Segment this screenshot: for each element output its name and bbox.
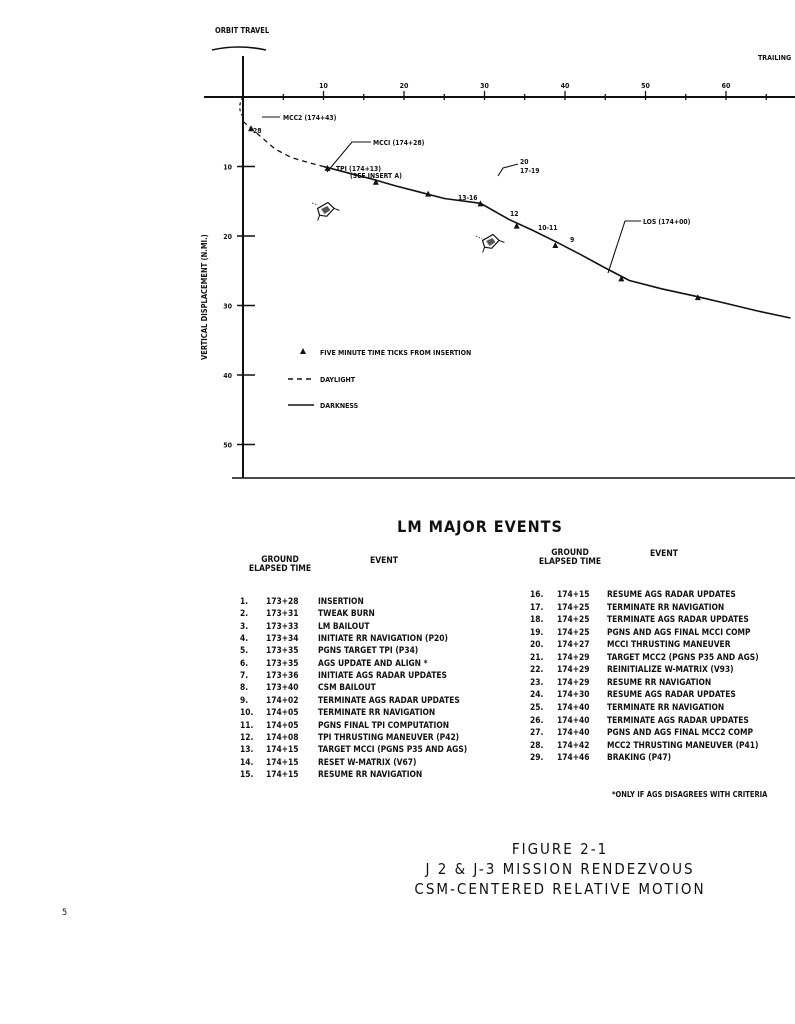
y-tick-label: 20 [223, 233, 232, 241]
event-row [240, 595, 520, 607]
event-time: 173+33 [266, 620, 299, 631]
event-row [240, 731, 520, 743]
event-num: 10. [240, 707, 254, 718]
event-num: 18. [530, 614, 544, 625]
event-event: RESET W-MATRIX (V67) [318, 756, 417, 767]
x-tick-label: 60 [721, 82, 731, 90]
event-time: 173+31 [266, 608, 299, 619]
chart-annotations [253, 114, 691, 273]
event-row [240, 657, 520, 669]
event-num: 20. [530, 639, 544, 650]
vehicle-leg [334, 207, 339, 212]
tpi-annotation: 20 [520, 158, 529, 166]
event-row [530, 613, 795, 625]
event-num: 29. [530, 752, 544, 763]
event-num: 15. [240, 768, 254, 779]
event-num: 8. [240, 682, 249, 693]
vehicle-leg [481, 247, 486, 252]
event-time: 174+42 [557, 739, 590, 750]
event-time: 173+36 [266, 670, 299, 681]
event-num: 27. [530, 727, 544, 738]
event-num: 14. [240, 756, 254, 767]
event-time: 174+25 [557, 614, 590, 625]
x-tick-label: 30 [480, 82, 489, 90]
event-time: 173+35 [266, 657, 299, 668]
mcc2-annotation: MCC2 (174+43) [283, 114, 337, 122]
event-num: 5. [240, 645, 249, 656]
event-time: 174+15 [266, 744, 299, 755]
event-time: 174+05 [266, 719, 299, 730]
event-num: 3. [240, 620, 249, 631]
event-time: 173+40 [266, 682, 299, 693]
event-row [530, 626, 795, 638]
event-row [530, 601, 795, 613]
event-row [240, 681, 520, 693]
event-row [240, 607, 520, 619]
legend-label-time-ticks: FIVE MINUTE TIME TICKS FROM INSERTION [320, 349, 472, 357]
event-row [240, 756, 520, 768]
event-row [530, 651, 795, 663]
tpi-insert-note: 17-19 [520, 167, 540, 175]
event-time: 174+29 [557, 651, 590, 662]
event-num: 19. [530, 626, 544, 637]
event-row [240, 706, 520, 718]
event-num: 28. [530, 739, 544, 750]
event-event: LM BAILOUT [318, 620, 370, 631]
legend-triangle-swatch [300, 348, 306, 354]
event-row [530, 739, 795, 751]
event-num: 1. [240, 596, 249, 606]
tpi-annotation-leader [498, 164, 518, 176]
event-row [530, 663, 795, 675]
chart-axes [200, 26, 795, 478]
right-time-header: GROUND ELAPSED TIME [538, 548, 602, 567]
los-annotation: LOS (174+00) [643, 218, 691, 226]
event-time: 174+40 [557, 727, 590, 738]
chart-ticks [223, 82, 766, 450]
event-time: 173+28 [266, 596, 299, 606]
event-time: 174+15 [266, 768, 299, 779]
vehicle-sketches [312, 199, 504, 252]
event-event: TERMINATE RR NAVIGATION [607, 701, 725, 712]
time-tick-marker [618, 275, 624, 281]
event-13-16-label: 13-16 [458, 194, 478, 202]
event-time: 174+05 [266, 707, 299, 718]
los-annotation-leader [608, 221, 641, 273]
event-event: INITIATE RR NAVIGATION (P20) [318, 633, 448, 644]
event-row [240, 743, 520, 755]
event-num: 23. [530, 676, 544, 687]
event-time: 174+46 [557, 752, 590, 763]
event-event: TWEAK BURN [318, 608, 375, 619]
event-row [530, 688, 795, 700]
event-time: 174+25 [557, 601, 590, 612]
event-num: 11. [240, 719, 254, 730]
legend-label-daylight: DAYLIGHT [320, 376, 356, 384]
event-num: 21. [530, 651, 544, 662]
figure-number: FIGURE 2-1 [511, 840, 609, 858]
event-17-19-label: (SEE INSERT A) [350, 172, 402, 180]
event-12-label: 12 [510, 210, 519, 218]
page-mark: 5 [62, 908, 68, 918]
event-row [530, 588, 795, 600]
event-row [530, 751, 795, 763]
x-tick-label: 10 [319, 82, 328, 90]
event-num: 25. [530, 701, 544, 712]
event-num: 17. [530, 601, 544, 612]
event-event: TARGET MCCI (PGNS P35 AND AGS) [318, 744, 468, 755]
event-event: MCC2 THRUSTING MANEUVER (P41) [607, 739, 759, 750]
y-axis-label: VERTICAL DISPLACEMENT (N.MI.) [200, 234, 209, 360]
event-event: PGNS FINAL TPI COMPUTATION [318, 719, 450, 730]
event-num: 26. [530, 714, 544, 725]
event-event: TARGET MCC2 (PGNS P35 AND AGS) [607, 651, 759, 662]
relative-motion-chart [0, 0, 795, 500]
y-tick-label: 50 [223, 441, 232, 450]
lm-sketch-2 [478, 231, 505, 252]
event-event: TERMINATE AGS RADAR UPDATES [318, 694, 460, 705]
event-event: BRAKING (P47) [607, 752, 672, 763]
footnote: *ONLY IF AGS DISAGREES WITH CRITERIA [612, 790, 768, 799]
vehicle-leg [499, 239, 504, 244]
event-num: 6. [240, 657, 249, 668]
event-time: 174+27 [557, 639, 590, 650]
event-time: 174+08 [266, 731, 299, 742]
event-row [240, 694, 520, 706]
chart-series [240, 97, 791, 318]
event-event: PGNS TARGET TPI (P34) [318, 645, 419, 656]
event-event: TPI THRUSTING MANEUVER (P42) [318, 731, 460, 742]
event-28-label: 28 [253, 127, 262, 135]
event-10-11-label: 10-11 [538, 224, 558, 232]
x-tick-label: 40 [560, 82, 570, 90]
event-num: 13. [240, 744, 254, 755]
event-event: INITIATE AGS RADAR UPDATES [318, 670, 447, 681]
event-time: 174+29 [557, 664, 590, 675]
event-event: TERMINATE RR NAVIGATION [607, 601, 725, 612]
event-time: 174+15 [557, 589, 590, 599]
event-9-label: 9 [570, 236, 575, 244]
event-time: 174+29 [557, 676, 590, 687]
event-num: 12. [240, 731, 254, 742]
left-time-header: GROUND ELAPSED TIME [248, 555, 312, 574]
figure-title-line1: J 2 & J-3 MISSION RENDEZVOUS [425, 860, 695, 878]
event-row [240, 632, 520, 644]
event-time: 173+35 [266, 645, 299, 656]
event-row [240, 768, 520, 780]
event-event: RESUME AGS RADAR UPDATES [607, 589, 736, 599]
event-num: 7. [240, 670, 249, 681]
event-num: 22. [530, 664, 544, 675]
event-row [530, 638, 795, 650]
right-event-header: EVENT [650, 549, 678, 559]
event-time: 174+40 [557, 714, 590, 725]
event-row [240, 620, 520, 632]
event-row [530, 714, 795, 726]
orbit-travel-arrow [212, 47, 266, 50]
event-20-label: TPI (174+13) [336, 165, 382, 173]
lm-sketch-1 [313, 199, 340, 220]
event-event: TERMINATE AGS RADAR UPDATES [607, 614, 749, 625]
event-row [530, 726, 795, 738]
event-event: RESUME AGS RADAR UPDATES [607, 689, 736, 700]
event-row [240, 644, 520, 656]
sketch-thrust-marks [476, 236, 482, 239]
darkness-trajectory-line [324, 167, 791, 319]
event-time: 174+15 [266, 756, 299, 767]
y-tick-label: 30 [223, 302, 232, 311]
event-num: 24. [530, 689, 544, 700]
vehicle-leg [316, 215, 321, 220]
event-event: PGNS AND AGS FINAL MCC2 COMP [607, 727, 754, 738]
y-tick-label: 10 [223, 163, 232, 172]
event-event: REINITIALIZE W-MATRIX (V93) [607, 664, 734, 675]
chart-time-ticks [248, 125, 701, 300]
x-tick-label: 20 [399, 82, 409, 90]
events-title: LM MAJOR EVENTS [397, 517, 563, 536]
mcc1-annotation: MCCI (174+28) [373, 139, 425, 147]
event-event: MCCI THRUSTING MANEUVER [607, 639, 731, 650]
event-event: RESUME RR NAVIGATION [607, 676, 712, 687]
event-event: PGNS AND AGS FINAL MCCI COMP [607, 626, 751, 637]
event-row [240, 719, 520, 731]
figure-title-line2: CSM-CENTERED RELATIVE MOTION [414, 880, 706, 898]
legend-label-darkness: DARKNESS [320, 402, 359, 410]
event-event: AGS UPDATE AND ALIGN * [318, 657, 428, 668]
event-event: TERMINATE AGS RADAR UPDATES [607, 714, 749, 725]
event-time: 174+02 [266, 694, 299, 705]
chart-legend [288, 348, 471, 410]
event-event: RESUME RR NAVIGATION [318, 768, 423, 779]
event-time: 174+40 [557, 701, 590, 712]
event-time: 173+34 [266, 633, 299, 644]
event-num: 4. [240, 633, 249, 644]
event-row [530, 676, 795, 688]
sketch-thrust-marks [312, 203, 318, 205]
event-event: TERMINATE RR NAVIGATION [318, 707, 436, 718]
trailing-label: TRAILING [758, 54, 792, 62]
event-time: 174+30 [557, 689, 590, 700]
event-num: 16. [530, 589, 544, 599]
x-tick-label: 50 [641, 82, 650, 90]
left-event-header: EVENT [370, 556, 398, 566]
event-row [240, 669, 520, 681]
event-row [530, 701, 795, 713]
event-event: CSM BAILOUT [318, 682, 376, 693]
event-time: 174+25 [557, 626, 590, 637]
event-num: 9. [240, 694, 249, 705]
event-event: INSERTION [318, 596, 364, 606]
orbit-travel-label: ORBIT TRAVEL [215, 26, 270, 35]
y-tick-label: 40 [223, 372, 232, 380]
event-num: 2. [240, 608, 249, 619]
